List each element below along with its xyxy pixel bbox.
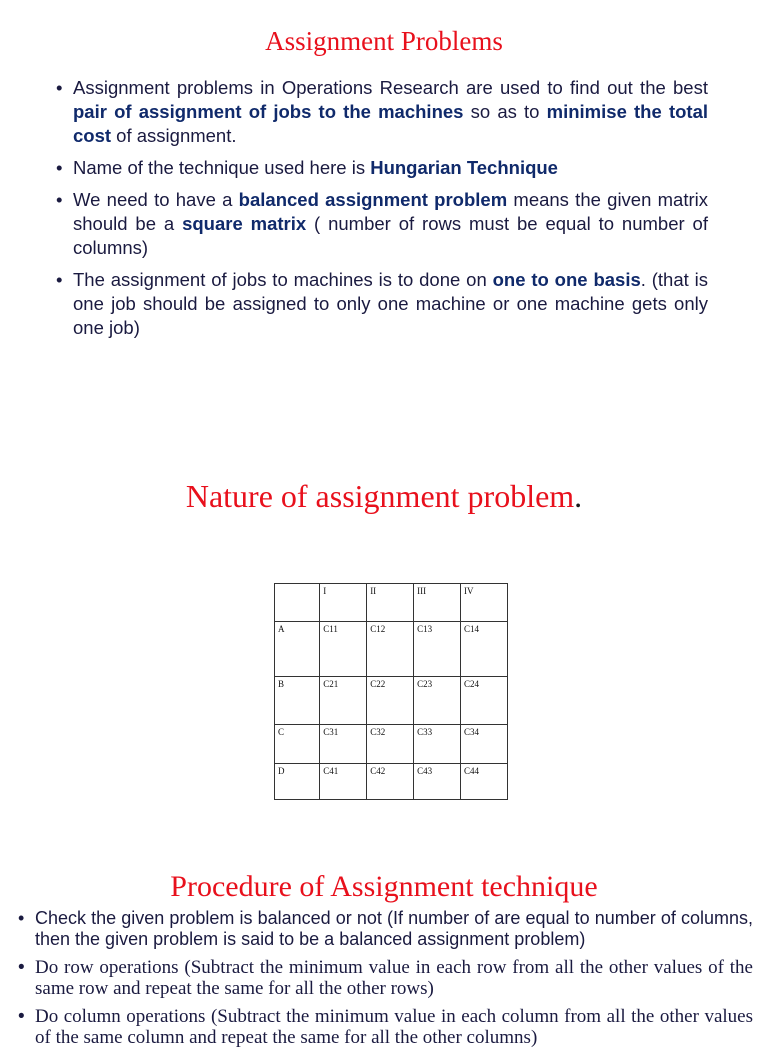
bullet-text: . <box>640 269 646 290</box>
row-label-cell: D <box>275 764 320 800</box>
bullet-item <box>56 188 708 260</box>
section-title-text: Nature of assignment problem <box>185 478 575 514</box>
table-row <box>275 677 508 725</box>
table-cell: C32 <box>367 725 414 764</box>
table-row <box>275 725 508 764</box>
table-cell: C41 <box>320 764 367 800</box>
bullet-item: • Check the given problem is balanced or not (If number of are equal to number of columns, then the given problem is said to be a balanced assignment problem) <box>18 908 753 950</box>
table-row <box>275 622 508 677</box>
table-cell: C44 <box>461 764 508 800</box>
row-label-cell: B <box>275 677 320 725</box>
cost-matrix-table <box>274 583 508 800</box>
table-cell: C23 <box>414 677 461 725</box>
row-label-cell: A <box>275 622 320 677</box>
bullet-text: We need to have a <box>73 189 239 210</box>
section-title-assignment-problems: Assignment Problems <box>265 26 503 56</box>
table-cell: C24 <box>461 677 508 725</box>
bullet-emphasis: Hungarian Technique <box>370 157 558 178</box>
table-cell: C13 <box>414 622 461 677</box>
bullet-text: The assignment of jobs to machines is to done on <box>73 269 493 290</box>
bullet-item: • Do column operations (Subtract the minimum value in each column from all the other values of the same column and repeat the same for all the other columns) <box>18 1006 753 1048</box>
table-cell <box>275 584 320 622</box>
bullet-emphasis: square matrix <box>182 213 307 234</box>
bullet-item <box>56 268 708 340</box>
table-header-cell: II <box>367 584 414 622</box>
table-header-cell: IV <box>461 584 508 622</box>
table-header-row <box>275 584 508 622</box>
bullet-item <box>56 156 708 180</box>
bullet-item <box>56 76 708 148</box>
bullet-text: ( number of rows must be equal to number of columns) <box>73 213 708 258</box>
section-title-nature <box>0 478 768 515</box>
table-cell: C31 <box>320 725 367 764</box>
bullet-emphasis: minimise the total cost <box>73 101 708 146</box>
table-header-cell: III <box>414 584 461 622</box>
table-cell: C14 <box>461 622 508 677</box>
table-cell: C33 <box>414 725 461 764</box>
bullet-text: (that is one job should be assigned to only one machine or one machine gets only one job) <box>73 269 708 338</box>
row-label-cell: C <box>275 725 320 764</box>
table-cell: C42 <box>367 764 414 800</box>
table-cell: C43 <box>414 764 461 800</box>
bullet-item: • Do row operations (Subtract the minimum value in each row from all the other values of the same row and repeat the same for all the other rows) <box>18 957 753 999</box>
bullet-text: Name of the technique used here is <box>73 157 371 178</box>
table-cell: C22 <box>367 677 414 725</box>
table-row <box>275 764 508 800</box>
section-title-period: . <box>574 478 583 514</box>
bullet-text: means the given matrix should be a <box>73 189 708 234</box>
table-cell: C11 <box>320 622 367 677</box>
bullet-emphasis: pair of assignment of jobs to the machines <box>73 101 464 122</box>
assignment-problems-bullet-list <box>56 76 708 348</box>
bullet-text: Assignment problems in Operations Research are used to find out the best <box>73 77 708 98</box>
table-cell: C12 <box>367 622 414 677</box>
table-cell: C21 <box>320 677 367 725</box>
procedure-bullet-list <box>18 908 753 1055</box>
bullet-text: of assignment. <box>111 125 237 146</box>
bullet-text: so as to <box>463 101 547 122</box>
bullet-emphasis: one to one basis <box>492 269 641 290</box>
bullet-emphasis: balanced assignment problem <box>238 189 508 210</box>
section-title-procedure: Procedure of Assignment technique <box>170 870 598 903</box>
table-cell: C34 <box>461 725 508 764</box>
table-header-cell: I <box>320 584 367 622</box>
